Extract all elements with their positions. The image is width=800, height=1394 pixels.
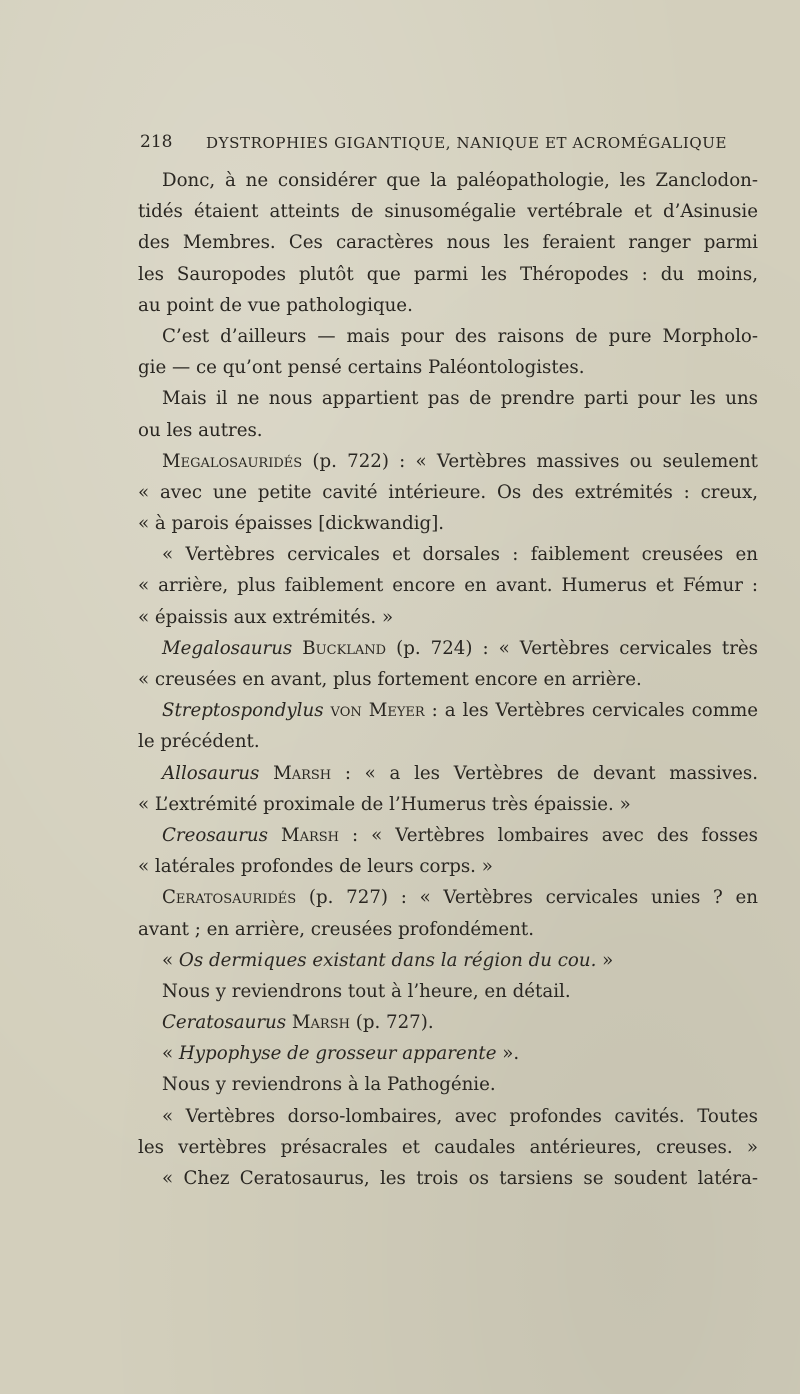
text-line: C’est d’ailleurs — mais pour des raisons de pure Morpholo- xyxy=(162,325,758,347)
running-title: DYSTROPHIES GIGANTIQUE, NANIQUE ET ACROMÉGALIQUE xyxy=(206,134,728,152)
text-line: les Sauropodes plutôt que parmi les Théropodes : du moins, xyxy=(138,263,758,285)
text-line: « à parois épaisses [dickwandig]. xyxy=(138,513,445,535)
family-name: Megalosauridés xyxy=(162,450,303,472)
genus-name: Creosaurus xyxy=(162,824,268,846)
text-line xyxy=(138,945,758,976)
quote-mark: « xyxy=(162,949,179,971)
text-line: tidés étaient atteints de sinusomégalie vertébrale et d’Asinusie xyxy=(138,201,758,223)
author-name: Marsh xyxy=(291,1012,350,1034)
text-line: « avec une petite cavité intérieure. Os des extrémités : creux, xyxy=(138,481,758,503)
genus-name: Streptospondylus xyxy=(162,700,324,722)
text-line: « creusées en avant, plus fortement encore en arrière. xyxy=(138,669,642,690)
author-name: Marsh xyxy=(280,824,340,846)
author-name: von Meyer xyxy=(330,700,425,722)
text-line: le précédent. xyxy=(138,731,260,753)
text-line xyxy=(138,820,758,851)
text-line xyxy=(138,1007,758,1038)
italic-text: Os dermiques existant dans la région du cou. xyxy=(178,949,597,971)
text-line: « arrière, plus faiblement encore en avant. Humerus et Fémur : xyxy=(138,575,758,597)
author-name: Buckland xyxy=(302,637,387,659)
text-line: « L’extrémité proximale de l’Humerus très épaissie. » xyxy=(138,793,631,815)
text-line: « épaissis aux extrémités. » xyxy=(138,606,394,628)
text-line: des Membres. Ces caractères nous les feraient ranger parmi xyxy=(138,232,758,254)
author-name: Marsh xyxy=(273,762,332,784)
page-number: 218 xyxy=(140,132,173,152)
text-line xyxy=(138,1038,758,1069)
text-line: gie — ce qu’ont pensé certains Paléontologistes. xyxy=(138,357,585,379)
text-line: « Vertèbres cervicales et dorsales : faiblement creusées en xyxy=(162,544,758,566)
text-line xyxy=(138,695,758,726)
text-line xyxy=(138,633,758,664)
line-text: : « a les Vertèbres de devant massives. xyxy=(331,762,758,784)
text-line: « Vertèbres dorso-lombaires, avec profondes cavités. Toutes xyxy=(162,1105,758,1127)
text-line xyxy=(138,446,758,477)
quote-mark: « xyxy=(162,1043,179,1065)
italic-text: Hypophyse de grosseur apparente xyxy=(178,1043,497,1065)
line-text: (p. 722) : « Vertèbres massives ou seulement xyxy=(302,450,758,472)
line-text: (p. 727) : « Vertèbres cervicales unies ? en xyxy=(296,887,758,909)
genus-name: Megalosaurus xyxy=(162,637,293,659)
text-line: Nous y reviendrons à la Pathogénie. xyxy=(162,1074,496,1096)
text-line xyxy=(138,882,758,913)
line-text: : a les Vertèbres cervicales comme xyxy=(424,700,758,722)
genus-name: Allosaurus xyxy=(162,762,260,784)
line-text: (p. 724) : « Vertèbres cervicales très xyxy=(386,637,758,659)
text-line: « Chez Ceratosaurus, les trois os tarsiens se soudent latéra- xyxy=(162,1168,758,1189)
text-line: au point de vue pathologique. xyxy=(138,294,413,316)
text-line: Donc, à ne considérer que la paléopathologie, les Zanclodon- xyxy=(162,170,758,191)
text-line xyxy=(138,758,758,789)
text-line: les vertèbres présacrales et caudales antérieures, creuses. » xyxy=(138,1136,758,1158)
text-line: Nous y reviendrons tout à l’heure, en détail. xyxy=(162,980,571,1002)
family-name: Ceratosauridés xyxy=(162,887,297,909)
genus-name: Ceratosaurus xyxy=(162,1012,287,1034)
text-line: Mais il ne nous appartient pas de prendre parti pour les uns xyxy=(162,388,758,410)
line-text: (p. 727). xyxy=(349,1012,434,1034)
text-line: « latérales profondes de leurs corps. » xyxy=(138,856,493,878)
text-line: ou les autres. xyxy=(138,419,263,441)
line-text: : « Vertèbres lombaires avec des fosses xyxy=(339,824,758,846)
text-line: avant ; en arrière, creusées profondément. xyxy=(138,918,534,940)
quote-mark: ». xyxy=(496,1043,520,1065)
page-header xyxy=(140,132,740,160)
body-text xyxy=(138,165,758,1194)
quote-mark: » xyxy=(596,949,614,971)
